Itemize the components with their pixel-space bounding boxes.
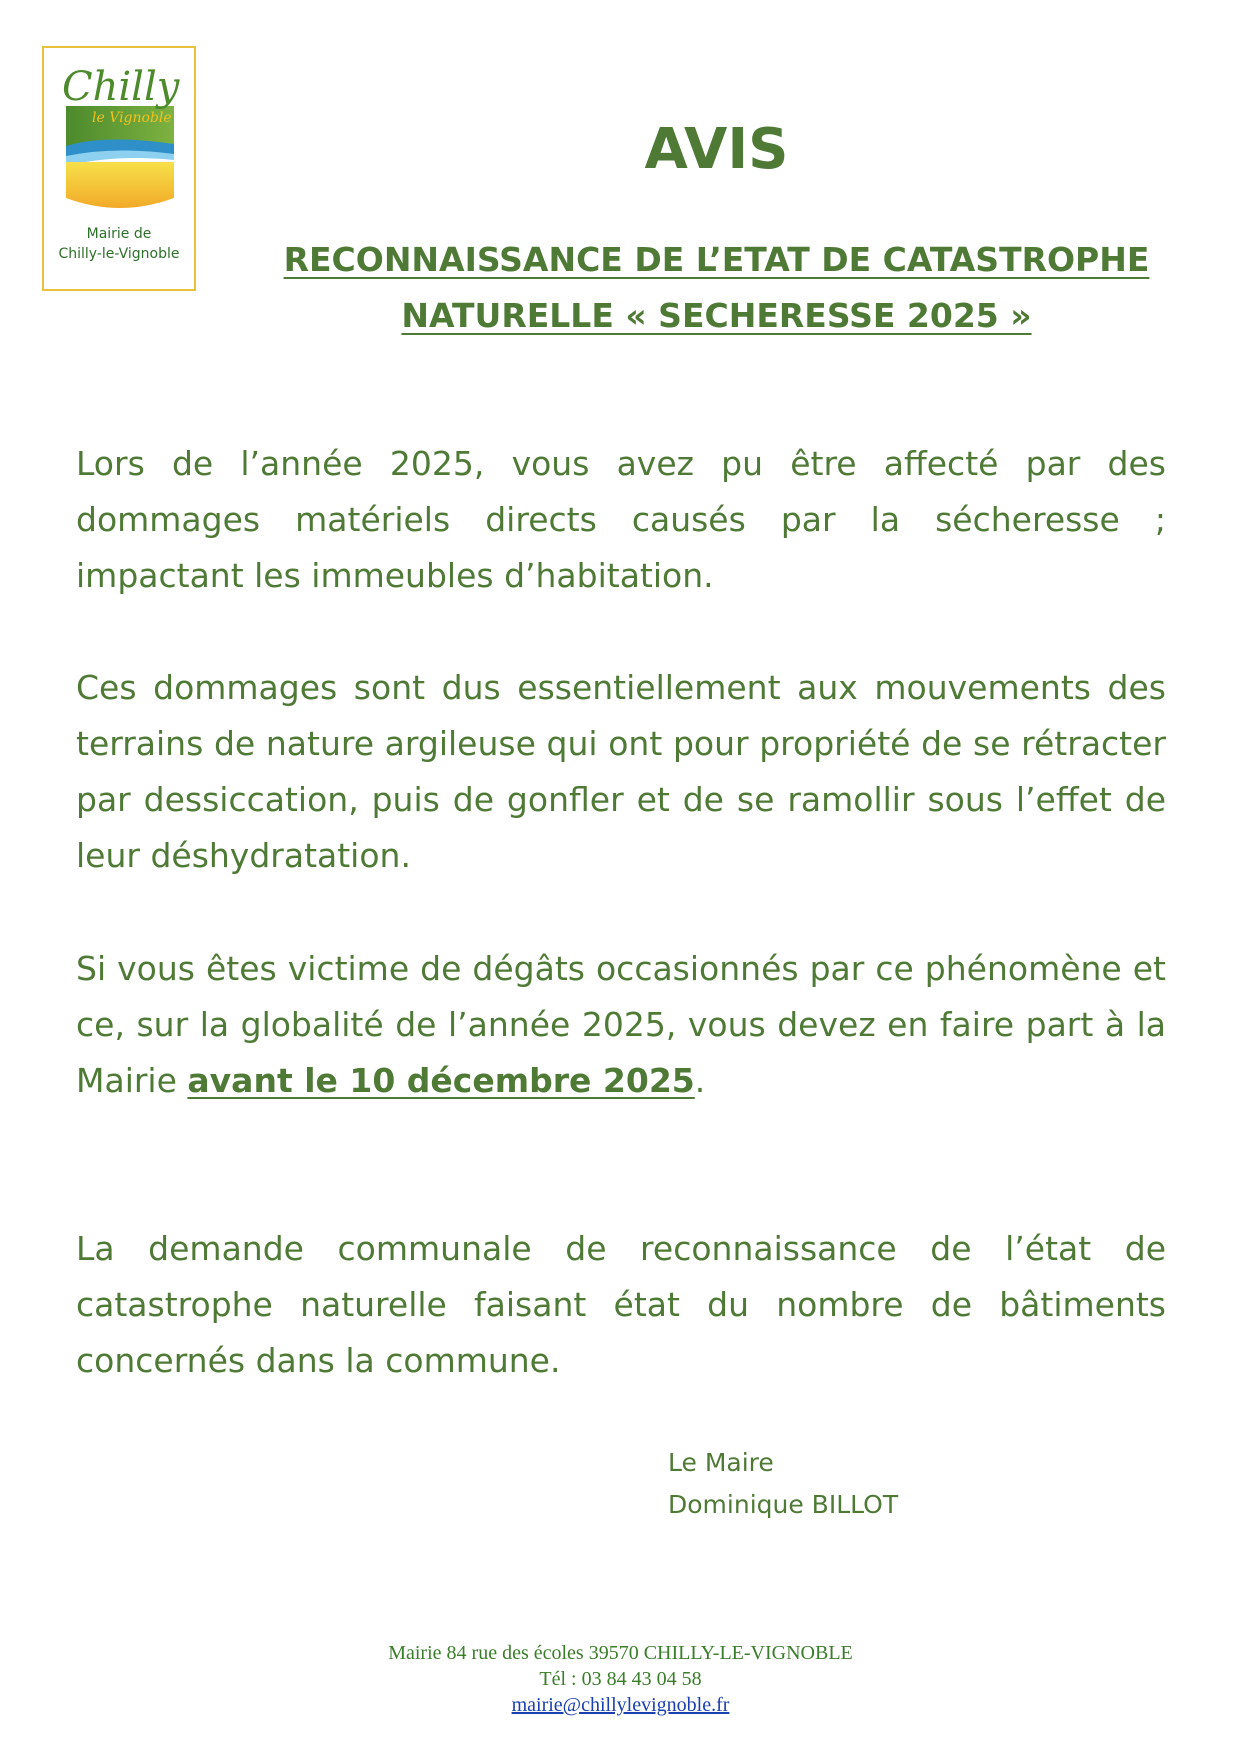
notice-heading: AVIS	[644, 117, 789, 182]
footer-contact	[0, 1640, 1241, 1718]
footer-address: Mairie 84 rue des écoles 39570 CHILLY-LE-VIGNOBLE	[388, 1642, 853, 1664]
footer-email-link[interactable]: mairie@chillylevignoble.fr	[511, 1694, 730, 1716]
paragraph-request: La demande communale de reconnaissance de l’état de catastrophe naturelle faisant état du nombre de bâtiments concernés dans la commune.	[76, 1229, 1166, 1380]
deadline-date: avant le 10 décembre 2025	[187, 1061, 695, 1100]
signature-role: Le Maire	[668, 1448, 774, 1477]
footer-phone: Tél : 03 84 43 04 58	[539, 1668, 702, 1690]
notice-title-line-2-text: NATURELLE « SECHERESSE 2025 »	[401, 296, 1032, 335]
paragraph-intro: Lors de l’année 2025, vous avez pu être affecté par des dommages matériels directs causés par la sécheresse ; impactant les immeubles d’habitation.	[76, 444, 1166, 595]
notice-title-line-1	[96, 232, 1241, 288]
logo-wordmark-sub: le Vignoble	[92, 110, 172, 126]
signature-block	[668, 1442, 898, 1526]
paragraph-instructions-text: Si vous êtes victime de dégâts occasionnés par ce phénomène et ce, sur la globalité de l’année 2025, vous devez en faire part à la Mairie	[76, 949, 1166, 1100]
notice-title-line-2	[96, 288, 1241, 344]
paragraph-instructions-end: .	[694, 1061, 706, 1100]
logo-caption-line1: Mairie de	[86, 226, 152, 242]
paragraph-causes: Ces dommages sont dus essentiellement aux mouvements des terrains de nature argileuse qui ont pour propriété de se rétracter par dessiccation, puis de gonfler et de se ramollir sous l’effet de leur déshydratation.	[76, 668, 1166, 875]
notice-title-line-1-text: RECONNAISSANCE DE L’ETAT DE CATASTROPHE	[283, 240, 1150, 279]
paragraph-instructions	[76, 941, 1166, 1109]
logo-wordmark: Chilly	[62, 64, 180, 110]
logo-caption-line2: Chilly-le-Vignoble	[58, 246, 180, 262]
signature-name: Dominique BILLOT	[668, 1490, 899, 1519]
